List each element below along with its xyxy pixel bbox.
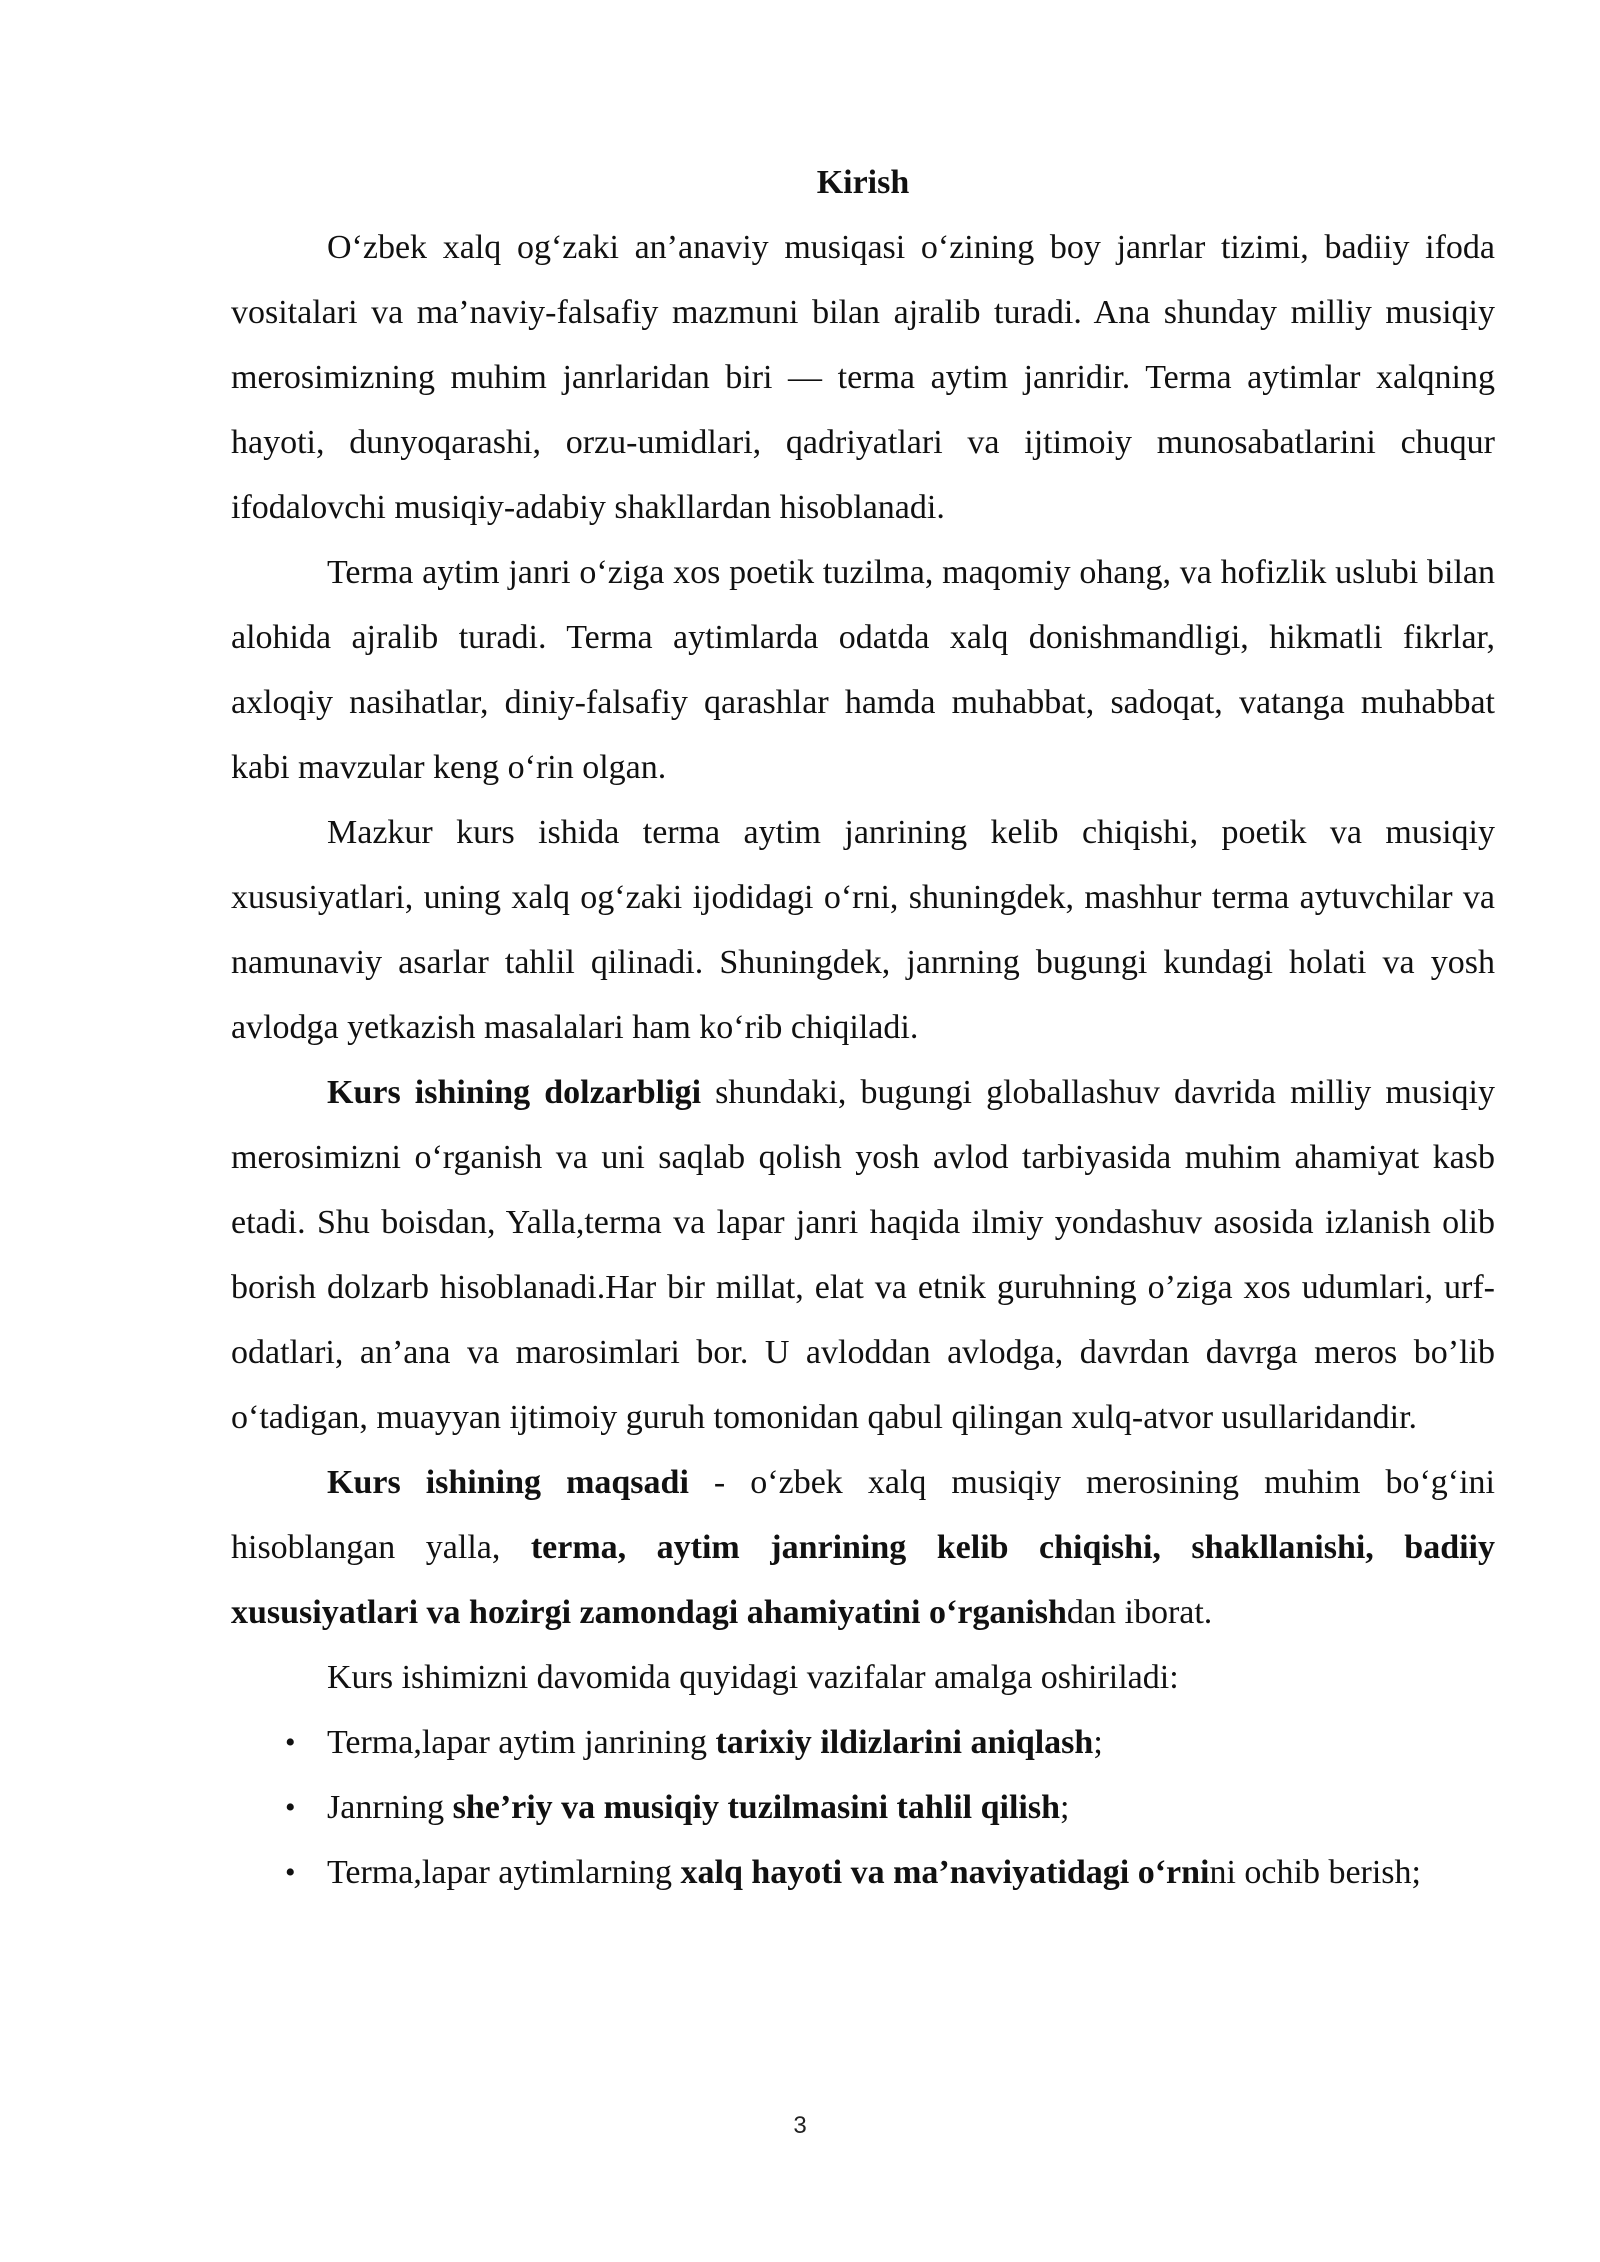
task-list: [231, 1710, 1495, 1905]
relevance-text: shundaki, bugungi globallashuv davrida milliy musiqiy merosimizni o‘rganish va uni saqlab qolish yosh avlod tarbiyasida muhim ahamiyat kasb etadi. Shu boisdan, Yalla,terma va lapar janri haqida ilmiy yondashuv asosida izlanish olib borish dolzarb hisoblanadi.Har bir millat, elat va etnik guruhning o’ziga xos udumlari, urf-odatlari, an’ana va marosimlari bor. U avloddan avlodga, davrdan davrga meros bo’lib o‘tadigan, muayyan ijtimoiy guruh tomonidan qabul qilingan xulq-atvor usullaridandir.: [231, 1074, 1495, 1436]
relevance-heading: Kurs ishining dolzarbligi: [327, 1074, 702, 1111]
list-item-end: ;: [1093, 1724, 1103, 1761]
bullet-icon: •: [285, 1791, 296, 1824]
goal-text-1: - o‘zbek xalq musiqiy merosining muhim bo‘g‘ini hisoblangan yalla,: [231, 1464, 1495, 1566]
goal-heading: Kurs ishining maqsadi: [327, 1464, 689, 1501]
goal-emphasis: terma, aytim janrining kelib chiqishi, shakllanishi, badiiy xususiyatlari va hozirgi zamondagi ahamiyatini o‘rganish: [231, 1529, 1495, 1631]
bullet-icon: •: [285, 1856, 296, 1889]
paragraph-course-scope: Mazkur kurs ishida terma aytim janrining kelib chiqishi, poetik va musiqiy xususiyatlari, uning xalq og‘zaki ijodidagi o‘rni, shuningdek, mashhur terma aytuvchilar va namunaviy asarlar tahlil qilinadi. Shuningdek, janrning bugungi kundagi holati va yosh avlodga yetkazish masalalari ham ko‘rib chiqiladi.: [231, 814, 1495, 1046]
page-number: 3: [793, 2112, 807, 2139]
list-item-text: Janrning: [327, 1789, 453, 1826]
list-item: [231, 1775, 1495, 1840]
list-item: [231, 1840, 1495, 1905]
list-item-text: Terma,lapar aytim janrining: [327, 1724, 716, 1761]
page-title: Kirish: [816, 164, 910, 201]
list-item-emphasis: she’riy va musiqiy tuzilmasini tahlil qilish: [452, 1789, 1060, 1826]
paragraph-genre-features: Terma aytim janri o‘ziga xos poetik tuzilma, maqomiy ohang, va hofizlik uslubi bilan alohida ajralib turadi. Terma aytimlarda odatda xalq donishmandligi, hikmatli fikrlar, axloqiy nasihatlar, diniy-falsafiy qarashlar hamda muhabbat, sadoqat, vatanga muhabbat kabi mavzular keng o‘rin olgan.: [231, 554, 1495, 786]
paragraph-intro: O‘zbek xalq og‘zaki an’anaviy musiqasi o‘zining boy janrlar tizimi, badiiy ifoda vositalari va ma’naviy-falsafiy mazmuni bilan ajralib turadi. Ana shunday milliy musiqiy merosimizning muhim janrlaridan biri — terma aytim janridir. Terma aytimlar xalqning hayoti, dunyoqarashi, orzu-umidlari, qadriyatlari va ijtimoiy munosabatlarini chuqur ifodalovchi musiqiy-adabiy shakllardan hisoblanadi.: [231, 229, 1495, 526]
paragraph-tasks-intro: Kurs ishimizni davomida quyidagi vazifalar amalga oshiriladi:: [327, 1659, 1179, 1696]
list-item: [231, 1710, 1495, 1775]
list-item-text: Terma,lapar aytimlarning: [327, 1854, 681, 1891]
paragraph-goal: [231, 1450, 1495, 1645]
list-item-end: ;: [1059, 1789, 1070, 1826]
goal-text-2: dan iborat.: [1066, 1594, 1213, 1631]
list-item-emphasis: xalq hayoti va ma’naviyatidagi o‘rni: [680, 1854, 1210, 1891]
list-item-end: ni ochib berish;: [1209, 1854, 1421, 1891]
page-content: [231, 150, 1495, 1905]
paragraph-relevance: [231, 1060, 1495, 1450]
bullet-icon: •: [285, 1726, 296, 1759]
list-item-emphasis: tarixiy ildizlarini aniqlash: [715, 1724, 1094, 1761]
